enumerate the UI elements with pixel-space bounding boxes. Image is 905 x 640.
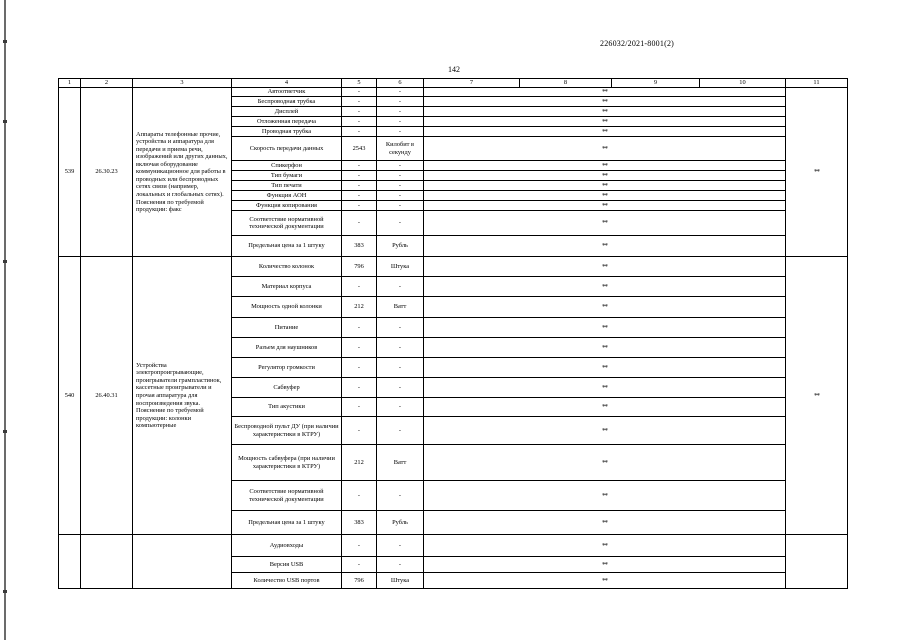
characteristic-value: ** <box>424 358 786 378</box>
characteristic-value: ** <box>424 191 786 201</box>
characteristic-value: ** <box>424 211 786 236</box>
okei-code: - <box>342 557 377 573</box>
characteristic-name: Беспроводной пульт ДУ (при наличии характеристики в КТРУ) <box>232 417 342 445</box>
characteristic-name: Разъем для наушников <box>232 338 342 358</box>
column-number: 4 <box>232 79 342 88</box>
characteristic-name: Количество колонок <box>232 257 342 277</box>
item-number <box>59 535 81 589</box>
characteristic-value: ** <box>424 236 786 257</box>
characteristic-value: ** <box>424 181 786 191</box>
okei-code: - <box>342 358 377 378</box>
unit-name: - <box>377 161 424 171</box>
characteristic-value: ** <box>424 511 786 535</box>
characteristic-name: Отложенная передача <box>232 117 342 127</box>
column-number: 10 <box>700 79 786 88</box>
unit-name: - <box>377 211 424 236</box>
characteristic-name: Спикерфон <box>232 161 342 171</box>
unit-name: Штука <box>377 257 424 277</box>
characteristic-value: ** <box>424 257 786 277</box>
unit-name: - <box>377 398 424 417</box>
unit-name: - <box>377 127 424 137</box>
okei-code: 212 <box>342 445 377 481</box>
scan-edge-mark <box>3 260 7 263</box>
characteristic-value: ** <box>424 338 786 358</box>
characteristic-value: ** <box>424 161 786 171</box>
scan-edge-mark <box>3 590 7 593</box>
characteristic-value: ** <box>424 297 786 318</box>
okei-code: 2543 <box>342 137 377 161</box>
characteristic-name: Мощность одной колонки <box>232 297 342 318</box>
characteristic-name: Дисплей <box>232 107 342 117</box>
characteristic-name: Предельная цена за 1 штуку <box>232 511 342 535</box>
unit-name: - <box>377 535 424 557</box>
unit-name: - <box>377 107 424 117</box>
characteristic-value: ** <box>424 573 786 589</box>
okei-code: - <box>342 161 377 171</box>
okei-code: - <box>342 535 377 557</box>
okei-code: - <box>342 171 377 181</box>
okei-code: - <box>342 211 377 236</box>
characteristic-value: ** <box>424 535 786 557</box>
characteristic-name: Тип бумаги <box>232 171 342 181</box>
characteristic-name: Предельная цена за 1 штуку <box>232 236 342 257</box>
unit-name: - <box>377 318 424 338</box>
unit-name: Ватт <box>377 297 424 318</box>
column-number: 11 <box>786 79 848 88</box>
item-description: Аппараты телефонные прочие, устройства и аппаратура для передачи и приема речи, изображений или других данных, включая оборудование коммуникационное для работы в проводных или беспроводных сетях связи (например, локальных и глобальных сетях). Пояснения по требуемой продукции: факс <box>133 88 232 257</box>
characteristic-value: ** <box>424 137 786 161</box>
okei-code: - <box>342 97 377 107</box>
okei-code: 383 <box>342 511 377 535</box>
unit-name: Рубль <box>377 511 424 535</box>
characteristic-value: ** <box>424 378 786 398</box>
scan-left-edge <box>4 0 6 640</box>
spec-row <box>59 535 848 557</box>
characteristic-name: Соответствие нормативной технической документации <box>232 481 342 511</box>
unit-name: Штука <box>377 573 424 589</box>
okei-code: - <box>342 398 377 417</box>
characteristic-value: ** <box>424 318 786 338</box>
characteristic-value: ** <box>424 117 786 127</box>
okei-code: - <box>342 378 377 398</box>
item-description: Устройства электропроигрывающие, проигрыватели грампластинок, кассетные проигрыватели и прочая аппаратура для воспроизведения звука. Пояснение по требуемой продукции: колонки компьютерные <box>133 257 232 535</box>
characteristic-name: Сабвуфер <box>232 378 342 398</box>
unit-name: - <box>377 417 424 445</box>
column-11-value: ** <box>786 88 848 257</box>
characteristic-name: Питание <box>232 318 342 338</box>
characteristic-value: ** <box>424 481 786 511</box>
unit-name: - <box>377 557 424 573</box>
scan-edge-mark <box>3 120 7 123</box>
scan-edge-mark <box>3 430 7 433</box>
column-number: 8 <box>520 79 612 88</box>
characteristic-value: ** <box>424 201 786 211</box>
characteristic-value: ** <box>424 445 786 481</box>
unit-name: - <box>377 378 424 398</box>
scan-edge-mark <box>3 40 7 43</box>
item-number: 540 <box>59 257 81 535</box>
characteristic-value: ** <box>424 277 786 297</box>
unit-name: - <box>377 97 424 107</box>
characteristic-name: Проводная трубка <box>232 127 342 137</box>
unit-name: Рубль <box>377 236 424 257</box>
characteristic-name: Скорость передачи данных <box>232 137 342 161</box>
column-number-row <box>59 79 848 88</box>
column-number: 1 <box>59 79 81 88</box>
characteristic-name: Мощность сабвуфера (при наличии характеристики в КТРУ) <box>232 445 342 481</box>
characteristic-value: ** <box>424 417 786 445</box>
document-number: 226032/2021-8001(2) <box>600 39 675 48</box>
item-description <box>133 535 232 589</box>
okei-code: 796 <box>342 257 377 277</box>
unit-name: - <box>377 358 424 378</box>
unit-name: Килобит в секунду <box>377 137 424 161</box>
unit-name: - <box>377 481 424 511</box>
okei-code: 796 <box>342 573 377 589</box>
okei-code: - <box>342 481 377 511</box>
okei-code: - <box>342 201 377 211</box>
unit-name: - <box>377 338 424 358</box>
column-number: 3 <box>133 79 232 88</box>
okpd2-code <box>81 535 133 589</box>
characteristic-name: Версия USB <box>232 557 342 573</box>
column-number: 2 <box>81 79 133 88</box>
characteristic-value: ** <box>424 171 786 181</box>
column-number: 9 <box>612 79 700 88</box>
characteristic-value: ** <box>424 88 786 97</box>
column-number: 6 <box>377 79 424 88</box>
unit-name: - <box>377 171 424 181</box>
unit-name: - <box>377 88 424 97</box>
okei-code: - <box>342 191 377 201</box>
okei-code: 383 <box>342 236 377 257</box>
column-number: 7 <box>424 79 520 88</box>
characteristic-name: Аудиовходы <box>232 535 342 557</box>
characteristic-name: Функция АОН <box>232 191 342 201</box>
spec-row <box>59 257 848 277</box>
characteristic-name: Тип акустики <box>232 398 342 417</box>
unit-name: - <box>377 117 424 127</box>
okei-code: 212 <box>342 297 377 318</box>
okei-code: - <box>342 127 377 137</box>
okei-code: - <box>342 88 377 97</box>
characteristic-value: ** <box>424 557 786 573</box>
unit-name: - <box>377 277 424 297</box>
column-11-value <box>786 535 848 589</box>
spec-row <box>59 88 848 97</box>
okei-code: - <box>342 117 377 127</box>
characteristic-value: ** <box>424 398 786 417</box>
okpd2-code: 26.30.23 <box>81 88 133 257</box>
column-number: 5 <box>342 79 377 88</box>
unit-name: - <box>377 201 424 211</box>
okei-code: - <box>342 318 377 338</box>
okei-code: - <box>342 181 377 191</box>
unit-name: - <box>377 191 424 201</box>
okei-code: - <box>342 338 377 358</box>
page-number: 142 <box>448 65 460 74</box>
okei-code: - <box>342 107 377 117</box>
characteristic-name: Автоответчик <box>232 88 342 97</box>
unit-name: Ватт <box>377 445 424 481</box>
okei-code: - <box>342 277 377 297</box>
characteristic-value: ** <box>424 127 786 137</box>
characteristic-value: ** <box>424 107 786 117</box>
column-11-value: ** <box>786 257 848 535</box>
characteristic-name: Количество USB портов <box>232 573 342 589</box>
specification-table <box>58 78 848 589</box>
okei-code: - <box>342 417 377 445</box>
characteristic-name: Тип печати <box>232 181 342 191</box>
item-number: 539 <box>59 88 81 257</box>
characteristic-name: Функция копирования <box>232 201 342 211</box>
okpd2-code: 26.40.31 <box>81 257 133 535</box>
characteristic-name: Материал корпуса <box>232 277 342 297</box>
characteristic-name: Беспроводная трубка <box>232 97 342 107</box>
characteristic-name: Регулятор громкости <box>232 358 342 378</box>
unit-name: - <box>377 181 424 191</box>
characteristic-value: ** <box>424 97 786 107</box>
characteristic-name: Соответствие нормативной технической документации <box>232 211 342 236</box>
